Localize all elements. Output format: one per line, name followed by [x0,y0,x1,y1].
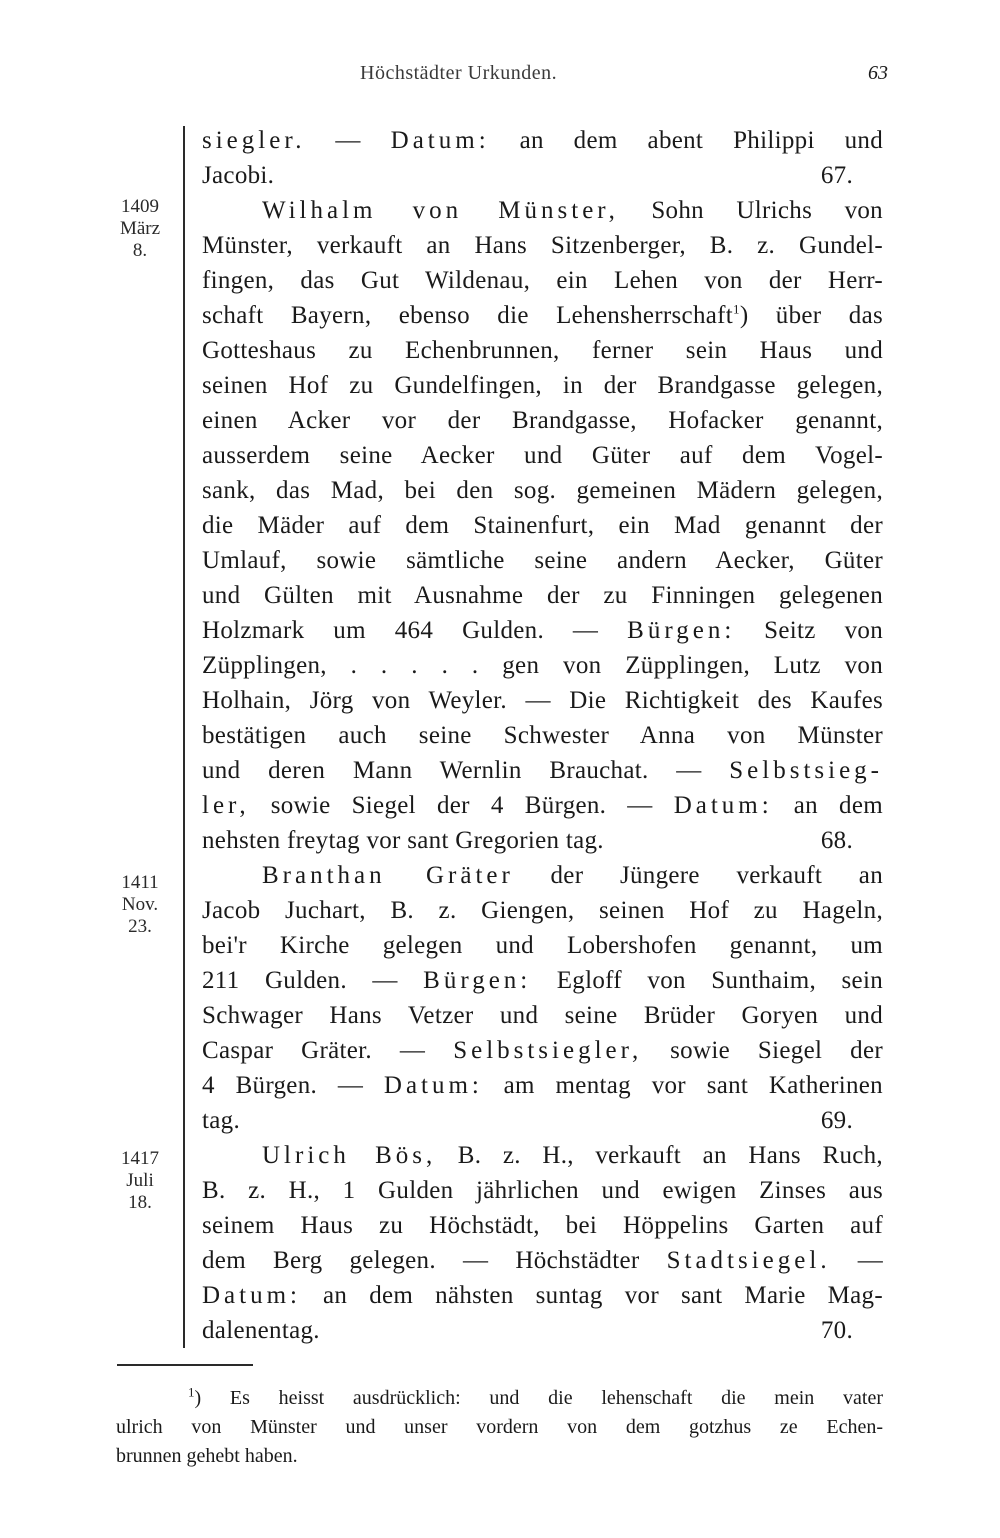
document-number: 70. [820,1317,853,1344]
margin-date-year: 1417 [121,1148,159,1169]
body-line: und Gülten mit Ausnahme der zu Finningen gelegenen [202,582,883,609]
footnote-rule [117,1364,253,1366]
body-line: Holzmark um 464 Gulden. — Bürgen: Seitz von [202,617,883,644]
body-line: Jacob Juchart, B. z. Giengen, seinen Hof zu Hageln, [202,897,883,924]
body-line: Umlauf, sowie sämtliche seine andern Aecker, Güter [202,547,883,574]
body-line: Jacobi. 67. [202,159,883,193]
body-line: Züpplingen, . . . . . gen von Züpplingen, Lutz von [202,652,883,679]
spaced-term: Bürgen: [627,617,736,644]
margin-date-day: 23. [128,916,152,937]
body-line: Branthan Gräter der Jüngere verkauft an [262,862,883,889]
margin-rule [183,126,185,1348]
margin-date-day: 8. [132,240,148,261]
spaced-term: Wilhalm von Münster, [262,197,619,224]
spaced-term: Datum: [383,1072,483,1099]
body-line: fingen, das Gut Wildenau, ein Lehen von der Herr- [202,267,883,294]
spaced-term: Branthan Gräter [262,862,514,889]
body-line: nehsten freytag vor sant Gregorien tag. 68. [202,824,883,858]
spaced-term: Datum: [390,127,490,154]
body-line: dem Berg gelegen. — Höchstädter Stadtsiegel. — [202,1247,883,1274]
body-line: ler, sowie Siegel der 4 Bürgen. — Datum: an dem [202,792,883,819]
footnote-line: $^1$) Es heisst ausdrücklich: und die lehenschaft die mein vater [188,1384,883,1409]
spaced-term: Stadtsiegel. [666,1247,831,1274]
document-number: 67. [820,162,853,189]
margin-date-month: Juli [126,1170,154,1191]
spaced-term: Datum: [673,792,773,819]
footnote-marker: 1 [733,301,740,317]
body-line: Ulrich Bös, B. z. H., verkauft an Hans Ruch, [262,1142,883,1169]
body-line: 4 Bürgen. — Datum: am mentag vor sant Katherinen [202,1072,883,1099]
footnote-marker: 1 [188,1384,195,1400]
margin-date-1411 [104,872,176,938]
body-line: bestätigen auch seine Schwester Anna von Münster [202,722,883,749]
spaced-term: Datum: [202,1282,301,1309]
spaced-term: Ulrich Bös, [262,1142,437,1169]
running-header-title: Höchstädter Urkunden. [360,62,558,84]
body-line: Caspar Gräter. — Selbstsiegler, sowie Siegel der [202,1037,883,1064]
body-line: Schwager Hans Vetzer und seine Brüder Goryen und [202,1002,883,1029]
margin-date-day: 18. [128,1192,152,1213]
footnote-line: ulrich von Münster und unser vordern von dem gotzhus ze Echen- [116,1416,883,1438]
body-line: schaft Bayern, ebenso die Lehensherrschaft$^1$) über das [202,301,883,329]
footnote-line: brunnen gehebt haben. [116,1445,298,1467]
body-line: Datum: an dem nähsten suntag vor sant Marie Mag- [202,1282,883,1309]
margin-date-month: Nov. [121,894,159,915]
spaced-term: ler, [202,792,250,819]
body-line: 211 Gulden. — Bürgen: Egloff von Sunthaim, sein [202,967,883,994]
page-number: 63 [868,62,888,84]
body-line: siegler. — Datum: an dem abent Philippi und [202,127,883,154]
body-line: bei'r Kirche gelegen und Lobershofen genannt, um [202,932,883,959]
margin-date-1417 [104,1148,176,1214]
spaced-term: Bürgen: [423,967,532,994]
body-line: dalenentag. 70. [202,1314,883,1348]
body-line: Münster, verkauft an Hans Sitzenberger, B. z. Gundel- [202,232,883,259]
body-line: seinem Haus zu Höchstädt, bei Höppelins Garten auf [202,1212,883,1239]
body-line: Holhain, Jörg von Weyler. — Die Richtigkeit des Kaufes [202,687,883,714]
body-line: die Mäder auf dem Stainenfurt, ein Mad genannt der [202,512,883,539]
margin-date-1409 [104,196,176,262]
body-line: B. z. H., 1 Gulden jährlichen und ewigen Zinses aus [202,1177,883,1204]
body-line: und deren Mann Wernlin Brauchat. — Selbstsieg- [202,757,883,784]
body-line: einen Acker vor der Brandgasse, Hofacker genannt, [202,407,883,434]
body-line: Wilhalm von Münster, Sohn Ulrichs von [262,197,883,224]
margin-date-month: März [119,218,161,239]
body-line: tag. 69. [202,1104,883,1138]
document-number: 68. [820,827,853,854]
margin-date-year: 1409 [121,196,159,217]
body-line: sank, das Mad, bei den sog. gemeinen Mädern gelegen, [202,477,883,504]
body-line: ausserdem seine Aecker und Güter auf dem Vogel- [202,442,883,469]
document-number: 69. [820,1107,853,1134]
spaced-term: Selbstsieg- [729,757,883,784]
margin-date-year: 1411 [121,872,159,893]
spaced-term: siegler. [202,127,306,154]
body-line: seinen Hof zu Gundelfingen, in der Brandgasse gelegen, [202,372,883,399]
spaced-term: Selbstsiegler, [453,1037,643,1064]
body-line: Gotteshaus zu Echenbrunnen, ferner sein Haus und [202,337,883,364]
